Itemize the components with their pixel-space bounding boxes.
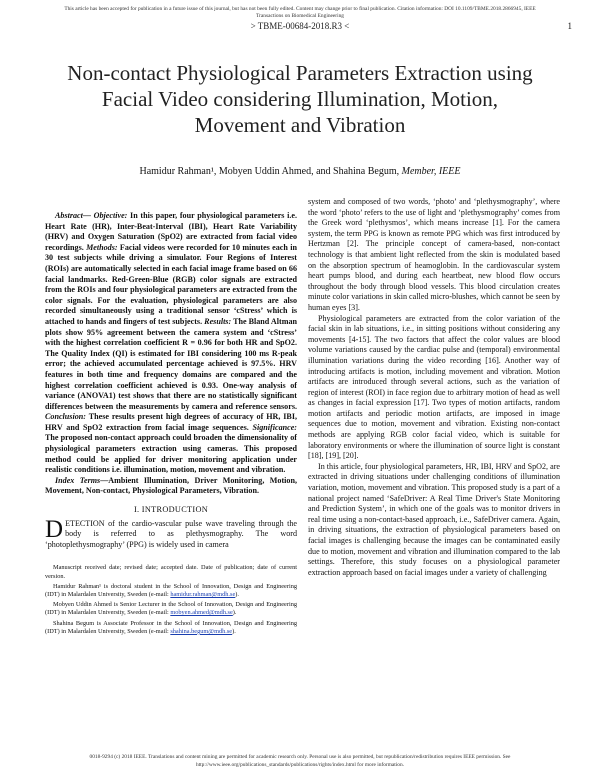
- left-column: [45, 211, 297, 638]
- email-link-author-2[interactable]: mobyen.ahmed@mdh.se: [170, 609, 233, 617]
- conclusion-label: Conclusion:: [45, 412, 86, 422]
- abstract-objective: In this paper, four physiological parameters i.e. Heart Rate (HR), Inter-Beat-Interval (IBI), Heart Rate Variability (HRV) and Oxygen Saturation (SpO2) are extracted from facial video recordings.: [45, 211, 298, 252]
- footnote-author-2-text: Mobyen Uddin Ahmed is Senior Lecturer in the School of Innovation, Design and Engineering (IDT) in Malardalen University, Sweden (e-mail:: [45, 601, 297, 617]
- abstract: [45, 211, 297, 476]
- footnote-author-2: [45, 601, 297, 617]
- results-label: Results:: [204, 316, 232, 326]
- footnote-author-3-text: Shahina Begum is Associate Professor in the School of Innovation, Design and Engineering (IDT) in Malardalen University, Sweden (e-mail:: [45, 619, 297, 635]
- abstract-results: The Bland Altman plots show 95% agreement between the camera system and ‘cStress’ with the highest correlation coefficient R = 0.96 for both HR and SpO2. The Quality Index (QI) is estimated for IBI considering 100 ms R-peak error; the achieved accumulated percentage achieved is 97.5%. HRV features in both time and frequency domains are compared and the highest correlation coefficient achieved is 0.93. One-way analysis of variance (ANOVA1) test shows that there are no statistically significant differences between the measurements by camera and reference sensors.: [45, 316, 297, 411]
- author-names: Hamidur Rahman¹, Mobyen Uddin Ahmed, and Shahina Begum,: [139, 166, 402, 177]
- right-column: [308, 197, 560, 578]
- footnote-close: ).: [235, 591, 239, 599]
- drop-cap: D: [45, 515, 64, 543]
- index-terms: [45, 476, 297, 497]
- author-membership: Member, IEEE: [401, 166, 461, 177]
- footnote-author-1-text: Hamidur Rahman¹ is doctoral student in the School of Innovation, Design and Engineering (IDT) in Malardalen University, Sweden (e-mail:: [45, 582, 297, 599]
- abstract-conclusion: These results present high degrees of accuracy of HR, IBI, HRV and SpO2 extraction from facial image sequences.: [45, 412, 297, 432]
- journal-name: Transactions on Biomedical Engineering: [256, 13, 344, 19]
- footnote-author-1: [45, 583, 297, 599]
- footnote-close: ).: [232, 627, 236, 635]
- abstract-significance: The proposed non-contact approach could broaden the dimensionality of physiological parameters extraction using cameras. This proposed method could be applied for driver monitoring application under realistic conditions i.e. illumination, motion, movement and vibration.: [45, 433, 297, 475]
- page-number: 1: [567, 21, 572, 31]
- copyright-notice: 0018-9294 (c) 2018 IEEE. Translations and content mining are permitted for academic research only. Personal use is also permitted, but republication/redistribution requires IEEE permission. See: [89, 754, 511, 760]
- rights-url: http://www.ieee.org/publications_standards/publications/rights/index.html for more information.: [195, 762, 405, 768]
- paper-title: Non-contact Physiological Parameters Extraction using Facial Video considering Illumination, Motion, Movement and Vibration: [67, 61, 533, 137]
- methods-label: Methods:: [86, 242, 118, 252]
- running-head: > TBME-00684-2018.R3 <: [250, 21, 350, 31]
- footnotes: [45, 564, 297, 636]
- intro-first-text: ETECTION of the cardio-vascular pulse wave traveling through the body is referred to as plethysmography. The word ‘photoplethysmography’ (PPG) is widely used in camera: [45, 518, 297, 549]
- abstract-methods: Facial videos were recorded for 10 minutes each in 30 test subjects while driving a simulator. Four Regions of Interest (ROIs) are automatically selected in each facial image frame based on 66 facial landmarks. Red-Green-Blue (RGB) color signals are extracted from the ROIs and four physiological parameters are extracted from the color signals. For the evaluation, physiological parameters are also recorded simultaneously using a traditional sensor ‘cStress’ which is attached to hands and fingers of test subjects.: [45, 242, 297, 326]
- footnote-received: Manuscript received date; revised date; accepted date. Date of publication; date of current version.: [45, 564, 297, 580]
- section-heading-introduction: I. INTRODUCTION: [133, 505, 209, 515]
- body-paragraph-1: system and composed of two words, ‘photo’ and ‘plethysmography’, where the word ‘photo’ refers to the use of light and ‘plethysmography’ comes from the Greek word ‘plethysmos’, which means increase [1]. For the camera system, the term PPG is known as remote PPG which was first introduced by Hertzman [2]. The principle concept of camera-based, non-contact technology is that ambient light reflected from the skin is modulated based on the absorption spectrum of heamoglobin. In the cardiovascular system heart pumps blood, and during each heartbeat, new blood flow occurs throughout the body through blood vessels. This blood circulation creates minute color variations in skin called micro-blushes, which cannot be seen by human eyes [3].: [308, 197, 560, 312]
- abstract-label: Abstract— Objective:: [55, 211, 128, 220]
- index-terms-label: Index Terms: [55, 475, 101, 485]
- footnote-author-3: [45, 620, 297, 636]
- email-link-author-1[interactable]: hamidur.rahman@mdh.se: [170, 591, 236, 599]
- author-line: [40, 166, 560, 178]
- footnote-close: ).: [232, 609, 237, 617]
- body-paragraph-3: In this article, four physiological parameters, HR, IBI, HRV and SpO2, are extracted in driving situations under challenging conditions of illumination variation, motion, movement and vibration. This proposed study is a part of a national project named ‘SafeDriver: A Real Time Driver's State Monitoring and Prediction System’, in which one of the goals was to monitor drivers in real time using a non-contact-based approach, i.e., SafeDriver camera. Again, in driving situations, the extraction of physiological parameters based on facial images is challenging because the images can be contaminated easily due to motion, movement and vibration and illumination compared to the lab settings. Therefore, this study focuses on a physiological parameter extraction approach based on facial images under a variety of challenging: [308, 461, 560, 577]
- body-paragraph-2: Physiological parameters are extracted from the color variation of the facial skin in lab situations, i.e., in sitting positions without considering any movements [4-15]. The two factors that affect the color values are blood volume variations caused by the cardiac pulse and (temporal) environmental illumination variations during the video recording [16]. Another way of introducing artifacts is motion, including movement and vibration. Motion artifacts are introduced through several actions, such as the variation of region of interest (ROI) in face region due to arbitrary motion of head as well as changes in facial expression [17]. Two types of motion artifacts, random motion artifacts and periodic motion artifacts, are imposed in image sequences due to motion, movement and vibration. Existing non-contact methods are applying RGB color facial video, which is suitable for laboratory environments or where the illumination of source light is constant [18], [19], [20].: [308, 313, 560, 461]
- significance-label: Significance:: [252, 422, 297, 432]
- email-link-author-3[interactable]: shahina.begum@mdh.se: [170, 627, 233, 635]
- accepted-notice: This article has been accepted for publication in a future issue of this journal, but has not been fully edited. Content may change prior to final publication. Citation information: DOI 10.1109/TBME.2018.2866945, IEEE: [64, 6, 536, 12]
- intro-first-paragraph: [45, 515, 297, 551]
- index-terms-text: —Ambient Illumination, Driver Monitoring, Motion, Movement, Non-contact, Physiological Parameters, Vibration.: [45, 475, 297, 496]
